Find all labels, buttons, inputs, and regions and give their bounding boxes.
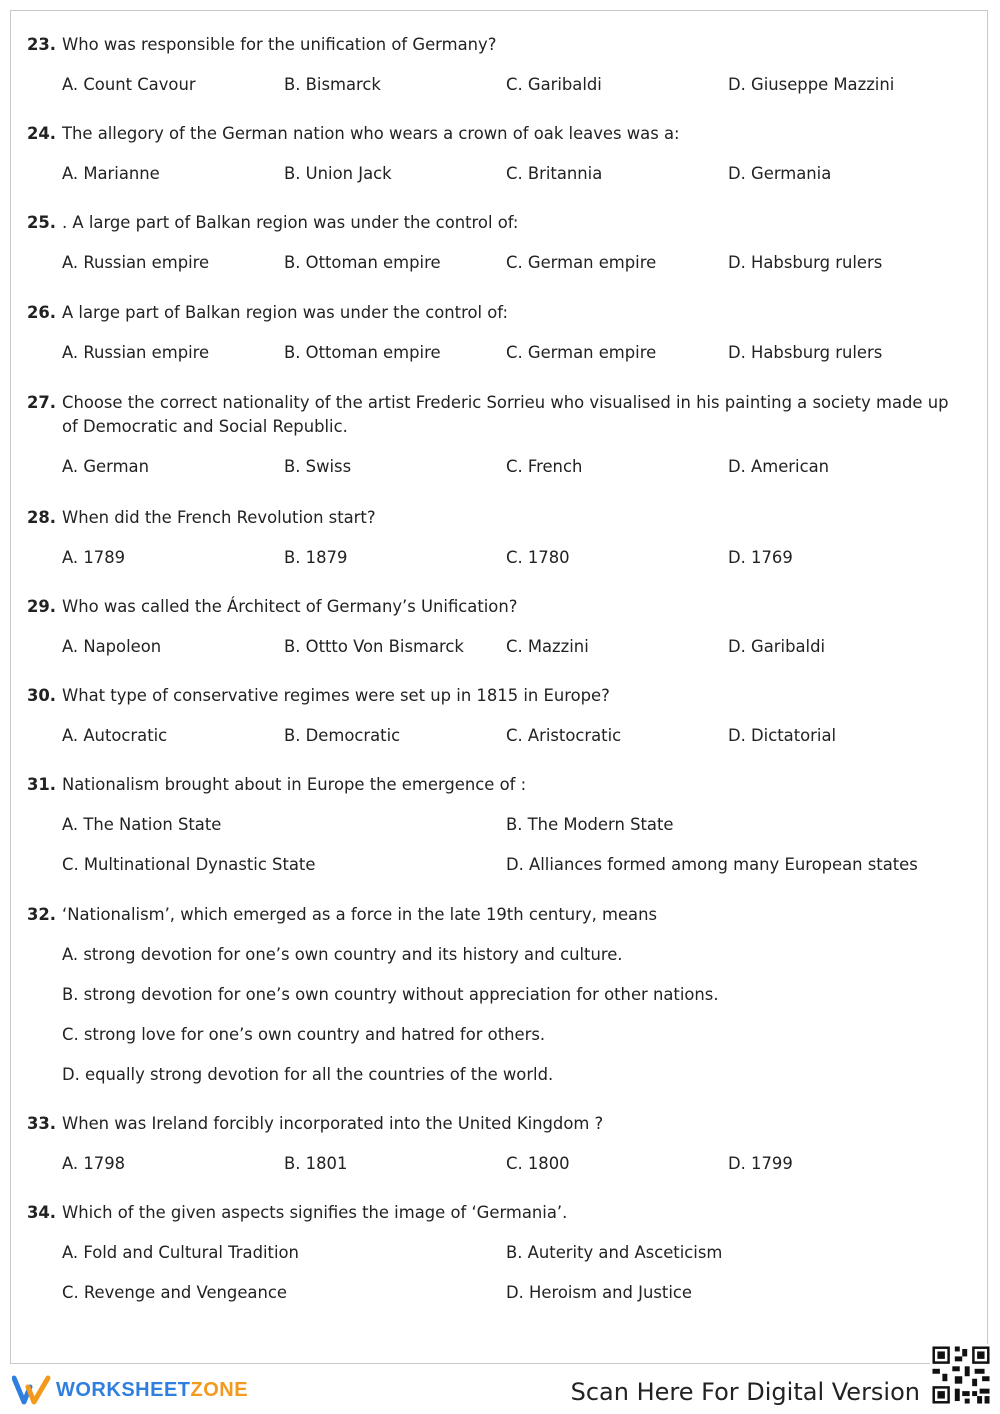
answer-options (62, 1241, 957, 1305)
brand-name-part2: ZONE (190, 1378, 249, 1401)
answer-option[interactable]: C. Aristocratic (506, 726, 622, 745)
question-text: Which of the given aspects signifies the image of ‘Germania’. (62, 1203, 568, 1222)
answer-option[interactable]: B. 1879 (284, 548, 348, 567)
answer-option[interactable]: C. Garibaldi (506, 75, 602, 94)
question-number: 32. (27, 905, 57, 924)
question-block (27, 684, 957, 748)
question-text: A large part of Balkan region was under the control of: (62, 303, 509, 322)
question-number: 27. (27, 393, 57, 412)
question-number: 29. (27, 597, 57, 616)
answer-option[interactable]: B. Ottoman empire (284, 343, 441, 362)
question-line (27, 773, 957, 797)
answer-option[interactable]: C. Britannia (506, 164, 603, 183)
answer-options (62, 73, 957, 97)
question-number: 33. (27, 1114, 57, 1133)
answer-option[interactable]: B. Ottoman empire (284, 253, 441, 272)
answer-option[interactable]: A. strong devotion for one’s own country and its history and culture. (62, 945, 623, 964)
question-block (27, 211, 957, 275)
answer-option[interactable]: D. Heroism and Justice (506, 1283, 693, 1302)
question-block (27, 1112, 957, 1176)
question-text: . A large part of Balkan region was under the control of: (62, 213, 519, 232)
answer-option[interactable]: A. 1798 (62, 1154, 126, 1173)
question-number: 26. (27, 303, 57, 322)
answer-option[interactable]: B. Bismarck (284, 75, 381, 94)
answer-option[interactable]: D. Habsburg rulers (728, 343, 883, 362)
answer-option[interactable]: B. strong devotion for one’s own country without appreciation for other nations. (62, 985, 719, 1004)
question-text: What type of conservative regimes were set up in 1815 in Europe? (62, 686, 610, 705)
answer-option[interactable]: C. Mazzini (506, 637, 589, 656)
answer-option[interactable]: D. Alliances formed among many European states (506, 855, 918, 874)
question-number: 25. (27, 213, 57, 232)
footer (0, 1366, 1000, 1414)
answer-option[interactable]: D. Giuseppe Mazzini (728, 75, 895, 94)
question-line (27, 684, 957, 708)
question-block (27, 595, 957, 659)
answer-option[interactable]: C. German empire (506, 253, 657, 272)
question-block (27, 301, 957, 365)
answer-option[interactable]: D. Garibaldi (728, 637, 826, 656)
question-text: When did the French Revolution start? (62, 508, 376, 527)
answer-option[interactable]: C. Multinational Dynastic State (62, 855, 316, 874)
answer-option[interactable]: A. The Nation State (62, 815, 222, 834)
question-block (27, 391, 957, 479)
question-line (27, 595, 957, 619)
answer-option[interactable]: C. 1780 (506, 548, 570, 567)
question-text: Who was called the Árchitect of Germany’s Unification? (62, 597, 518, 616)
answer-option[interactable]: A. Count Cavour (62, 75, 196, 94)
question-number: 31. (27, 775, 57, 794)
answer-option[interactable]: A. Russian empire (62, 253, 210, 272)
question-number: 28. (27, 508, 57, 527)
answer-option[interactable]: A. Fold and Cultural Tradition (62, 1243, 299, 1262)
scan-caption: Scan Here For Digital Version (570, 1378, 920, 1406)
brand-logo[interactable] (12, 1375, 248, 1405)
question-text: Nationalism brought about in Europe the emergence of : (62, 775, 527, 794)
answer-option[interactable]: D. Dictatorial (728, 726, 837, 745)
answer-option[interactable]: C. Revenge and Vengeance (62, 1283, 287, 1302)
question-text: ‘Nationalism’, which emerged as a force in the late 19th century, means (62, 905, 658, 924)
answer-option[interactable]: D. American (728, 457, 830, 476)
brand-name-part1: WORKSHEET (56, 1378, 191, 1401)
answer-option[interactable]: C. German empire (506, 343, 657, 362)
answer-options (62, 943, 957, 1087)
question-block (27, 903, 957, 1087)
question-line (27, 1201, 957, 1225)
question-line (27, 903, 957, 927)
question-line (27, 33, 957, 57)
question-text: Who was responsible for the unification of Germany? (62, 35, 497, 54)
question-number: 24. (27, 124, 57, 143)
answer-option[interactable]: B. Union Jack (284, 164, 392, 183)
answer-option[interactable]: B. Auterity and Asceticism (506, 1243, 723, 1262)
answer-option[interactable]: D. equally strong devotion for all the countries of the world. (62, 1065, 554, 1084)
answer-option[interactable]: A. Autocratic (62, 726, 168, 745)
question-line (27, 301, 957, 325)
question-number: 30. (27, 686, 57, 705)
answer-options (62, 724, 957, 748)
answer-option[interactable]: A. Napoleon (62, 637, 162, 656)
question-line (27, 391, 957, 439)
answer-option[interactable]: D. Habsburg rulers (728, 253, 883, 272)
question-block (27, 122, 957, 186)
question-block (27, 33, 957, 97)
answer-option[interactable]: B. The Modern State (506, 815, 674, 834)
answer-options (62, 546, 957, 570)
answer-options (62, 635, 957, 659)
question-line (27, 1112, 957, 1136)
answer-options (62, 162, 957, 186)
answer-option[interactable]: B. Democratic (284, 726, 401, 745)
answer-option[interactable]: D. Germania (728, 164, 832, 183)
answer-options (62, 341, 957, 365)
answer-option[interactable]: C. French (506, 457, 583, 476)
answer-option[interactable]: A. German (62, 457, 149, 476)
answer-option[interactable]: D. 1769 (728, 548, 793, 567)
answer-option[interactable]: C. 1800 (506, 1154, 570, 1173)
question-line (27, 211, 957, 235)
answer-options (62, 1152, 957, 1176)
answer-options (62, 455, 957, 479)
question-text: The allegory of the German nation who wears a crown of oak leaves was a: (62, 124, 680, 143)
qr-code-icon[interactable] (930, 1344, 992, 1406)
answer-option[interactable]: A. 1789 (62, 548, 126, 567)
question-line (27, 122, 957, 146)
question-number: 23. (27, 35, 57, 54)
answer-option[interactable]: B. 1801 (284, 1154, 348, 1173)
answer-option[interactable]: B. Swiss (284, 457, 352, 476)
question-block (27, 506, 957, 570)
answer-option[interactable]: A. Marianne (62, 164, 160, 183)
question-line (27, 506, 957, 530)
question-text: Choose the correct nationality of the artist Frederic Sorrieu who visualised in his painting a society made up of Democratic and Social Republic. (62, 393, 949, 436)
answer-options (62, 813, 957, 877)
question-block (27, 1201, 957, 1305)
worksheetzone-logo-icon (12, 1375, 52, 1405)
worksheet-page (10, 10, 988, 1364)
answer-options (62, 251, 957, 275)
answer-option[interactable]: D. 1799 (728, 1154, 793, 1173)
answer-option[interactable]: B. Ottto Von Bismarck (284, 637, 464, 656)
question-block (27, 773, 957, 877)
question-text: When was Ireland forcibly incorporated into the United Kingdom ? (62, 1114, 604, 1133)
answer-option[interactable]: C. strong love for one’s own country and hatred for others. (62, 1025, 546, 1044)
question-number: 34. (27, 1203, 57, 1222)
answer-option[interactable]: A. Russian empire (62, 343, 210, 362)
